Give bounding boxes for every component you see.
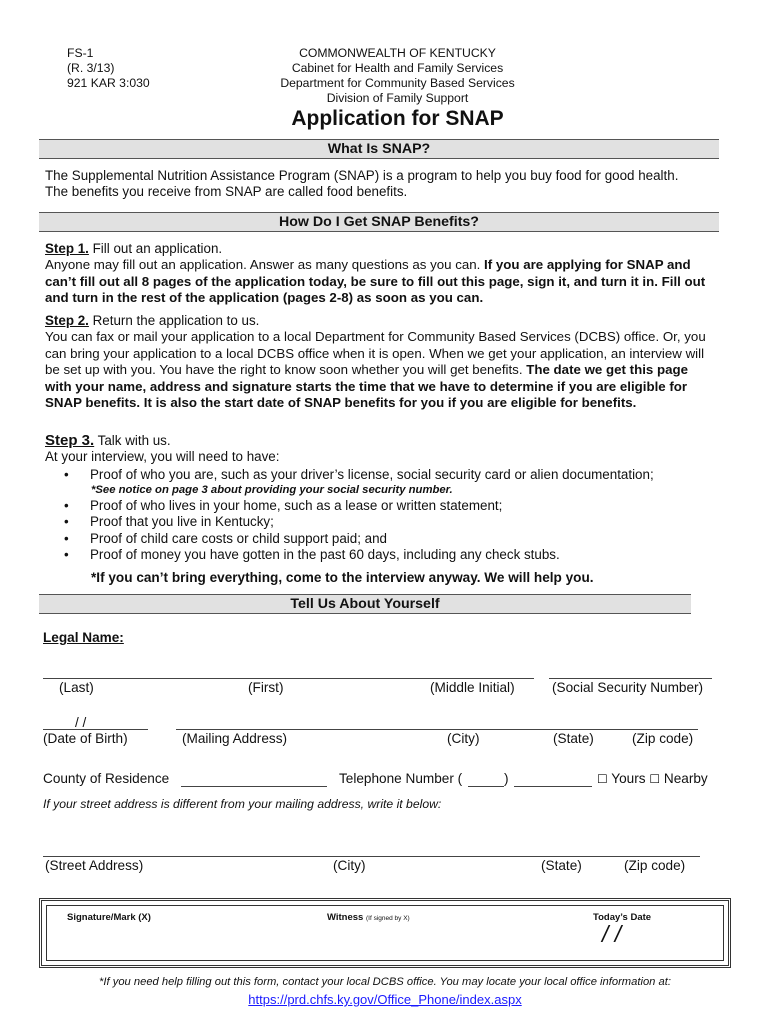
- step1-label: Step 1.: [45, 241, 89, 256]
- page-title: Application for SNAP: [291, 107, 504, 130]
- street-city-label: (City): [333, 858, 366, 873]
- form-revision: (R. 3/13): [67, 61, 115, 75]
- name-field[interactable]: [43, 678, 534, 679]
- yours-label: Yours: [611, 771, 646, 786]
- area-code-field[interactable]: [468, 786, 504, 787]
- form-id: FS-1: [67, 46, 94, 60]
- street-address-label: (Street Address): [45, 858, 144, 873]
- witness-note: (If signed by X): [365, 915, 410, 922]
- step3-intro: At your interview, you will need to have:: [45, 449, 280, 465]
- street-address-note: If your street address is different from your mailing address, write it below:: [43, 797, 442, 811]
- middle-initial-label: (Middle Initial): [430, 680, 515, 695]
- bullet-icon: •: [64, 514, 69, 529]
- signature-label: Signature/Mark (X): [67, 912, 151, 923]
- date-field[interactable]: / /: [602, 921, 622, 947]
- bullet-icon: •: [64, 498, 69, 513]
- street-state-label: (State): [541, 858, 582, 873]
- what-is-snap-text: [45, 168, 725, 201]
- step3-block: [45, 433, 725, 466]
- mailing-address-label: (Mailing Address): [182, 731, 288, 746]
- legal-name-label: Legal Name:: [43, 630, 124, 645]
- list-item-text: Proof of who you are, such as your driver’s license, social security card or alien documentation;: [90, 467, 654, 482]
- telephone-close-paren: ): [504, 771, 509, 786]
- nearby-checkbox[interactable]: ☐: [649, 772, 661, 786]
- county-label: County of Residence: [43, 771, 170, 786]
- agency-line: Division of Family Support: [326, 91, 469, 105]
- todays-date-label: Today’s Date: [593, 912, 652, 923]
- ssn-notice: *See notice on page 3 about providing your social security number.: [91, 484, 453, 496]
- dob-label: (Date of Birth): [43, 731, 128, 746]
- list-item-text: Proof that you live in Kentucky;: [90, 514, 274, 529]
- street-zip-label: (Zip code): [624, 858, 686, 873]
- step1-bold: If you are applying for SNAP and can’t fill out all 8 pages of the application today, be sure to fill out this page, sign it, and turn it in. Fill out and turn in the rest of the application (pages 2-8) as soon as you can.: [45, 257, 706, 306]
- list-item-text: Proof of who lives in your home, such as a lease or written statement;: [90, 498, 503, 513]
- ssn-label: (Social Security Number): [552, 680, 704, 695]
- help-text: *If you need help filling out this form, contact your local DCBS office. You may locate your local office information at:: [99, 976, 671, 988]
- state-label: (State): [553, 731, 594, 746]
- list-item-text: Proof of money you have gotten in the past 60 days, including any check stubs.: [90, 547, 560, 562]
- city-label: (City): [447, 731, 480, 746]
- agency-line: Department for Community Based Services: [280, 76, 515, 90]
- step1-text: [45, 257, 721, 306]
- step2-heading: [45, 313, 717, 329]
- county-field[interactable]: [181, 786, 327, 787]
- list-item-text: Proof of child care costs or child support paid; and: [90, 531, 387, 546]
- form-regulation: 921 KAR 3:030: [67, 76, 150, 90]
- signature-box: [39, 898, 731, 968]
- office-locator-link[interactable]: https://prd.chfs.ky.gov/Office_Phone/index.aspx: [248, 992, 522, 1007]
- telephone-label: Telephone Number (: [339, 771, 463, 786]
- step2-text: [45, 329, 717, 411]
- phone-owner-options: [597, 771, 708, 786]
- ssn-field[interactable]: [549, 678, 712, 679]
- step1-plain: Anyone may fill out an application. Answer as many questions as you can.: [45, 257, 485, 273]
- step3-title: Talk with us.: [94, 433, 171, 448]
- section-heading-about-yourself: Tell Us About Yourself: [39, 594, 691, 614]
- agency-line: Cabinet for Health and Family Services: [291, 61, 504, 75]
- bullet-icon: •: [64, 531, 69, 546]
- zip-label: (Zip code): [632, 731, 694, 746]
- step1-block: [45, 241, 721, 307]
- witness-label-group: [327, 912, 410, 923]
- step2-plain: You can fax or mail your application to a local Department for Community Based Services (DCBS) office. Or, you can bring your application to a local DCBS office when it is open. When we get your application, an interview will be set up with you. You have the right to know soon whether you will get benefits.: [45, 329, 706, 378]
- step3-heading: [45, 433, 725, 449]
- dob-slashes: / /: [75, 715, 87, 730]
- mailing-address-field[interactable]: [176, 729, 698, 730]
- section-heading-how-to-get: How Do I Get SNAP Benefits?: [39, 212, 719, 232]
- witness-label: Witness: [327, 912, 364, 923]
- form-id-block: [67, 46, 150, 91]
- nearby-label: Nearby: [663, 771, 708, 786]
- street-address-field[interactable]: [43, 856, 700, 857]
- step2-bold: The date we get this page with your name, address and signature starts the time that we have to determine if you are eligible for SNAP benefits. It is also the start date of SNAP benefits for you if you are eligible for benefits.: [45, 362, 689, 411]
- step1-heading: [45, 241, 721, 257]
- step1-title: Fill out an application.: [88, 241, 223, 256]
- dob-field[interactable]: [43, 729, 148, 730]
- agency-line: COMMONWEALTH OF KENTUCKY: [299, 46, 496, 60]
- first-name-label: (First): [248, 680, 284, 695]
- section-heading-what-is-snap: What Is SNAP?: [39, 139, 719, 159]
- step2-title: Return the application to us.: [88, 313, 260, 328]
- signature-field[interactable]: [48, 927, 308, 957]
- bullet-icon: •: [64, 547, 69, 562]
- last-name-label: (Last): [59, 680, 94, 695]
- step2-label: Step 2.: [45, 313, 89, 328]
- office-link-wrapper: [43, 992, 727, 1007]
- what-is-snap-line: The Supplemental Nutrition Assistance Program (SNAP) is a program to help you buy food for good health.: [45, 168, 679, 183]
- bullet-icon: •: [64, 467, 69, 482]
- witness-field[interactable]: [322, 927, 582, 957]
- yours-checkbox[interactable]: ☐: [597, 772, 608, 786]
- step2-block: [45, 313, 717, 411]
- what-is-snap-line: The benefits you receive from SNAP are called food benefits.: [45, 184, 408, 200]
- agency-block: [230, 46, 565, 106]
- step3-label: Step 3.: [45, 432, 95, 449]
- telephone-field[interactable]: [514, 786, 592, 787]
- closing-note: *If you can’t bring everything, come to the interview anyway. We will help you.: [91, 570, 594, 585]
